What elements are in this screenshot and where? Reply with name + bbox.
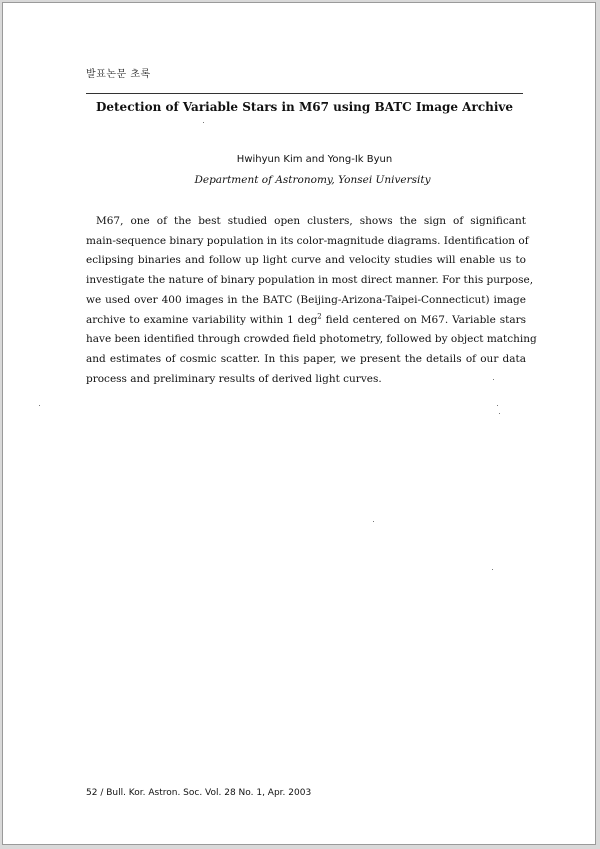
scan-speck <box>373 521 374 522</box>
scan-speck <box>497 405 498 406</box>
page <box>2 2 596 845</box>
abstract-line: investigate the nature of binary population in most direct manner. For this purpose, <box>86 274 534 287</box>
header-rule <box>86 93 523 94</box>
scan-speck <box>492 569 493 570</box>
abstract-line-part: field centered on M67. Variable stars <box>321 313 526 326</box>
abstract-line-part: archive to examine variability within 1 deg <box>86 313 318 326</box>
scan-speck <box>39 405 40 406</box>
affiliation: Department of Astronomy, Yonsei University <box>194 174 431 186</box>
abstract-line: main-sequence binary population in its color-magnitude diagrams. Identification of <box>86 234 529 247</box>
paper-title: Detection of Variable Stars in M67 using BATC Image Archive <box>95 100 514 114</box>
abstract-line: we used over 400 images in the BATC (Beijing-Arizona-Taipei-Connecticut) image <box>86 293 526 306</box>
abstract-line: process and preliminary results of derived light curves. <box>86 372 382 385</box>
abstract-line: M67, one of the best studied open clusters, shows the sign of significant <box>96 215 526 227</box>
abstract-line <box>86 311 526 331</box>
authors: Hwihyun Kim and Yong-Ik Byun <box>236 154 393 165</box>
abstract-line: eclipsing binaries and follow up light curve and velocity studies will enable us to <box>86 254 526 267</box>
abstract <box>86 212 537 389</box>
superscript: 2 <box>317 312 322 321</box>
page-footer: 52 / Bull. Kor. Astron. Soc. Vol. 28 No. 1, Apr. 2003 <box>86 788 312 798</box>
scan-speck <box>203 122 204 123</box>
scan-speck <box>499 413 500 414</box>
abstract-line: and estimates of cosmic scatter. In this paper, we present the details of our data <box>86 352 526 365</box>
section-label: 발표논문 초록 <box>86 69 151 80</box>
scan-speck <box>493 379 494 380</box>
abstract-line: have been identified through crowded field photometry, followed by object matching <box>86 333 537 346</box>
